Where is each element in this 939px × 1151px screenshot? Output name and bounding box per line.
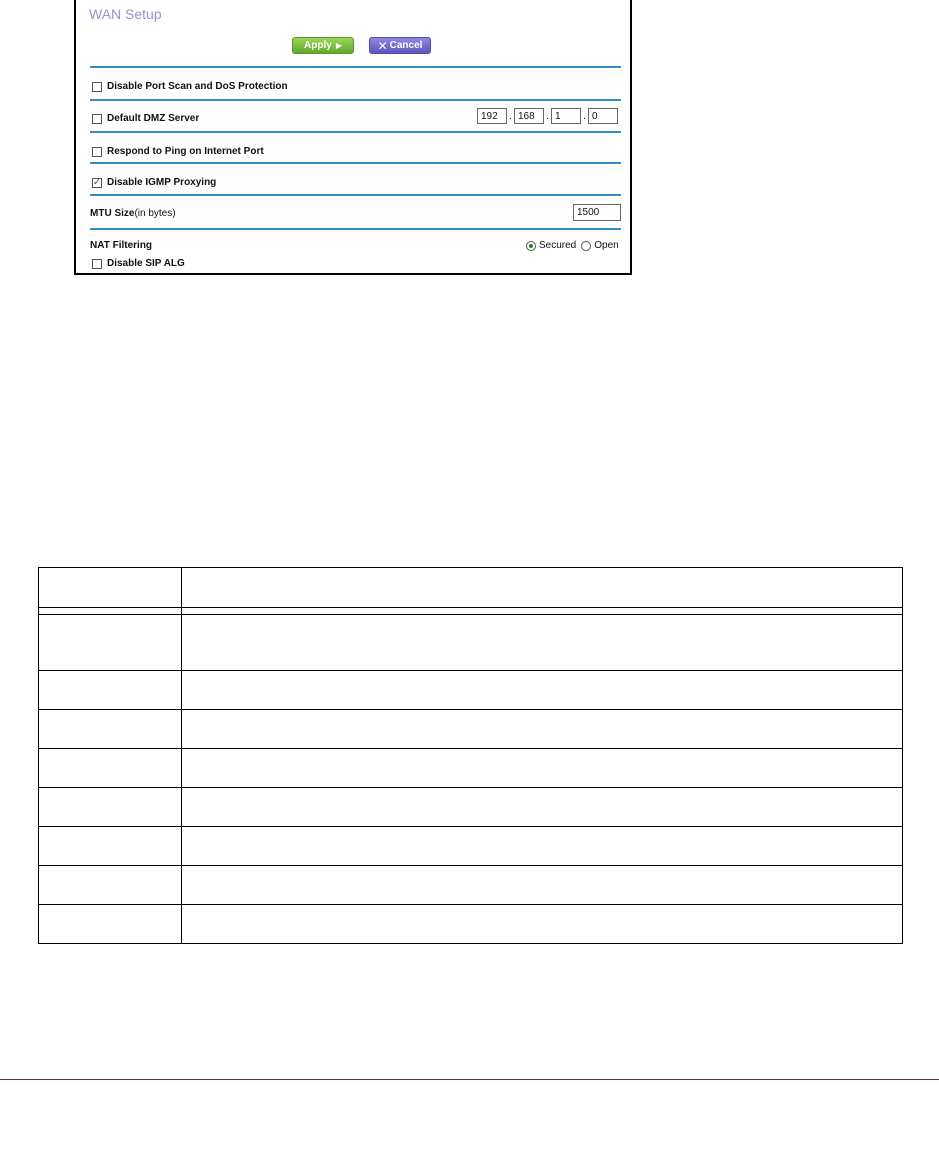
port-scan-checkbox[interactable] [92, 82, 102, 92]
settings-table-grid [38, 567, 903, 944]
ping-option[interactable] [92, 146, 264, 157]
table-cell [182, 827, 903, 866]
table-cell [39, 671, 182, 710]
separator-line [90, 66, 621, 68]
mtu-label: MTU Size [90, 208, 135, 219]
table-cell [39, 788, 182, 827]
table-header-row [39, 568, 903, 608]
table-cell [182, 905, 903, 944]
table-row [39, 615, 903, 671]
table-cell [182, 608, 903, 615]
mtu-input[interactable]: 1500 [573, 204, 621, 221]
table-row [39, 827, 903, 866]
wan-setup-panel [74, 0, 632, 275]
nat-open-label: Open [594, 240, 619, 251]
dmz-ip-octet-3[interactable]: 1 [551, 108, 581, 124]
sip-alg-label: Disable SIP ALG [107, 258, 185, 269]
igmp-option[interactable] [92, 177, 216, 188]
igmp-checkbox[interactable] [92, 178, 102, 188]
play-arrow-icon: ▶ [335, 41, 342, 50]
sip-alg-checkbox[interactable] [92, 259, 102, 269]
footer-rule [0, 1079, 939, 1080]
port-scan-label: Disable Port Scan and DoS Protection [107, 81, 288, 92]
table-row [39, 710, 903, 749]
table-cell [39, 608, 182, 615]
table-cell [182, 710, 903, 749]
port-scan-option[interactable] [92, 81, 288, 92]
nat-filtering-radio-group [526, 240, 624, 251]
table-header-cell [182, 568, 903, 608]
dmz-label: Default DMZ Server [107, 113, 200, 124]
table-cell [182, 866, 903, 905]
separator-line [90, 162, 621, 164]
dmz-ip-octet-1[interactable]: 192 [477, 108, 507, 124]
ip-dot: . [583, 110, 586, 122]
nat-secured-label: Secured [539, 240, 577, 251]
ip-dot: . [546, 110, 549, 122]
igmp-label: Disable IGMP Proxying [107, 177, 217, 188]
separator-line [90, 228, 621, 230]
panel-title: WAN Setup [89, 6, 162, 22]
separator-line [90, 194, 621, 196]
table-row [39, 671, 903, 710]
dmz-ip-octet-4[interactable]: 0 [588, 108, 618, 124]
nat-open-radio[interactable] [581, 241, 591, 251]
dmz-option[interactable] [92, 113, 199, 124]
nat-filtering-label: NAT Filtering [90, 240, 153, 251]
table-cell [39, 866, 182, 905]
table-cell [182, 749, 903, 788]
ip-dot: . [509, 110, 512, 122]
mtu-option [90, 208, 176, 219]
table-spacer-row [39, 608, 903, 615]
table-cell [182, 788, 903, 827]
cancel-label: Cancel [389, 40, 423, 51]
table-row [39, 788, 903, 827]
cancel-button[interactable] [369, 37, 431, 54]
table-header-cell [39, 568, 182, 608]
settings-table [38, 567, 903, 944]
nat-filtering-heading [90, 240, 152, 251]
table-cell [182, 615, 903, 671]
table-row [39, 905, 903, 944]
ping-checkbox[interactable] [92, 147, 102, 157]
sip-alg-option[interactable] [92, 258, 185, 269]
table-row [39, 866, 903, 905]
table-cell [39, 710, 182, 749]
checkmark-icon: ✓ [92, 176, 102, 188]
apply-button[interactable] [292, 37, 354, 54]
apply-label: Apply [304, 40, 332, 51]
mtu-unit-label: (in bytes) [134, 208, 176, 219]
table-cell [182, 671, 903, 710]
table-cell [39, 749, 182, 788]
radio-selected-dot [529, 244, 533, 248]
ping-label: Respond to Ping on Internet Port [107, 146, 264, 157]
table-cell [39, 905, 182, 944]
table-cell [39, 615, 182, 671]
separator-line [90, 131, 621, 133]
dmz-ip-octet-2[interactable]: 168 [514, 108, 544, 124]
table-cell [39, 827, 182, 866]
dmz-ip-address [477, 108, 618, 124]
close-icon: ✕ [377, 38, 388, 53]
table-row [39, 749, 903, 788]
nat-secured-radio[interactable] [526, 241, 536, 251]
separator-line [90, 99, 621, 101]
dmz-checkbox[interactable] [92, 114, 102, 124]
